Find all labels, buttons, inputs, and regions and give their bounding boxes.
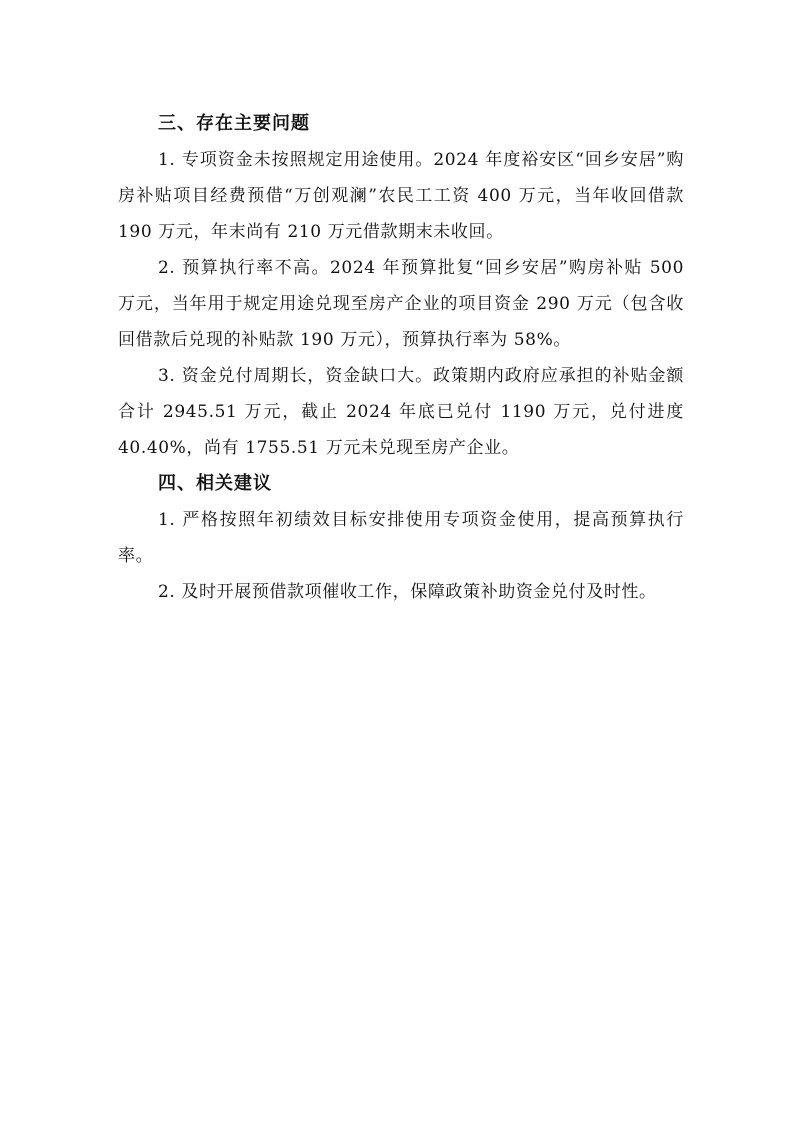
document-body: [118, 106, 684, 610]
problem-item-1: 1. 专项资金未按照规定用途使用。2024 年度裕安区“回乡安居”购房补贴项目经费预借“万创观澜”农民工工资 400 万元，当年收回借款 190 万元，年末尚有 210 万元借款期末未收回。: [118, 150, 684, 242]
suggestion-item-1: 1. 严格按照年初绩效目标安排使用专项资金使用，提高预算执行率。: [118, 510, 684, 566]
problem-item-3: 3. 资金兑付周期长，资金缺口大。政策期内政府应承担的补贴金额合计 2945.51 万元，截止 2024 年底已兑付 1190 万元，兑付进度 40.40%，尚有 1755.51 万元未兑现至房产企业。: [118, 366, 684, 458]
section-heading-existing-problems: 三、存在主要问题: [158, 113, 310, 134]
problem-item-2: 2. 预算执行率不高。2024 年预算批复“回乡安居”购房补贴 500 万元，当年用于规定用途兑现至房产企业的项目资金 290 万元（包含收回借款后兑现的补贴款 190 万元），预算执行率为 58%。: [118, 258, 684, 350]
section-heading-suggestions: 四、相关建议: [158, 473, 272, 494]
suggestion-item-2: 2. 及时开展预借款项催收工作，保障政策补助资金兑付及时性。: [158, 582, 657, 602]
